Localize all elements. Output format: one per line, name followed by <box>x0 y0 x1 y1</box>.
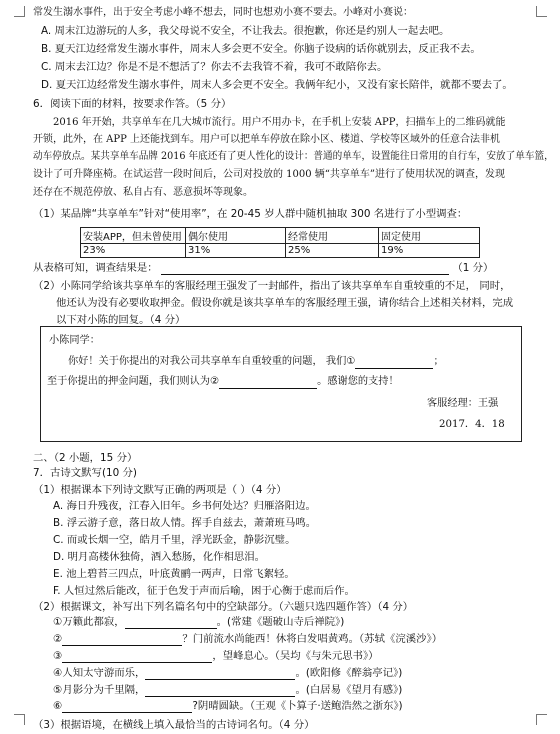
answer-blank[interactable] <box>62 651 212 663</box>
q5-intro: 常发生溺水事件，出于安全考虑小峰不想去，同时也想劝小赛不要去。小峰对小赛说： <box>33 7 413 18</box>
letter-line-1: 你好！关于你提出的对我公司共享单车自重较重的问题， 我们① ； <box>68 356 444 367</box>
table-cell: 19% <box>379 244 480 258</box>
q7-sub2-prompt: （2）根据课文，补写出下列名篇名句中的空缺部分。（六题只选四题作答）（4 分） <box>33 601 414 613</box>
q6-material-line-5: 还存在不规范停放、私自占有、恶意损坏等现象。 <box>33 187 253 198</box>
table-header-row <box>81 228 480 244</box>
table-header-cell: 安装APP，但未曾使用 <box>81 228 186 244</box>
q7-option-e: E. 池上碧苔三四点，叶底黄鹂一两声，日常飞絮轻。 <box>53 568 295 580</box>
table-cell: 23% <box>81 244 186 258</box>
q7-title: 7．古诗文默写(10 分) <box>33 467 137 479</box>
answer-blank[interactable] <box>161 263 449 275</box>
q6-sub2-prompt-line-2: 他还认为没有必要收取押金。假设你就是该共享单车的客服经理王强，请你结合上述相关材料，完成 <box>56 297 514 309</box>
q7-sub3-prompt: （3）根据语境，在横线上填入最恰当的古诗词名句。（4 分） <box>33 719 315 731</box>
q6-material-line-4: 设计了可升降座椅。在试运营一段时间后，公司对投放的 1000 辆“共享单车”进行了使用状况的调查，发现 <box>33 169 506 180</box>
reply-letter-box <box>40 326 522 442</box>
fill-item-2: ② ？门前流水尚能西！休将白发唱黄鸡。（苏轼《浣溪沙》） <box>53 633 443 645</box>
q6-material-line-1: 2016 年开始，共享单车在几大城市流行。用户不用办卡，在手机上安装 APP，扫描车上的二维码就能 <box>53 117 506 128</box>
crop-mark-bottom-right <box>536 714 547 725</box>
fill-item-1: ①万籁此都寂， 。(常建《题破山寺后禅院》) <box>53 616 345 628</box>
q6-title: 6．阅读下面的材料，按要求作答。（5 分） <box>33 98 232 110</box>
table-cell: 31% <box>186 244 286 258</box>
q5-option-d: D. 夏天江边经常发生溺水事件，周末人多会更不安全。我俩年纪小，又没有家长陪伴，就都不要去了。 <box>41 79 513 91</box>
q7-option-a: A. 海日升残夜，江春入旧年。乡书何处达？归雁洛阳边。 <box>53 500 316 512</box>
table-header-cell: 偶尔使用 <box>186 228 286 244</box>
answer-blank-1[interactable] <box>355 357 433 369</box>
answer-blank[interactable] <box>145 685 295 697</box>
letter-salutation: 小陈同学： <box>49 335 100 346</box>
q6-material-line-3: 动车停放点。某共享单车品牌 2016 年底还有了更人性化的设计：普通的单车，设置能往日常用的自行车，安放了单车篮， <box>33 151 554 162</box>
q7-option-f: F. 人恒过然后能改，征于色发于声而后喻，困于心衡于虑而后作。 <box>53 585 355 597</box>
answer-blank-2[interactable] <box>219 377 317 389</box>
crop-mark-top-left <box>14 6 25 17</box>
table-cell: 25% <box>286 244 379 258</box>
table-header-cell: 经常使用 <box>286 228 379 244</box>
q6-sub1-prompt: （1）某品牌“共享单车”针对“使用率”，在 20-45 岁人群中随机抽取 300 名进行了小型调查： <box>33 208 468 220</box>
q6-sub2-prompt-line-1: （2）小陈同学给该共享单车的客服经理王强发了一封邮件，指出了该共享单车自重较重的不足， 同时， <box>33 280 511 292</box>
q5-option-a: A. 周末江边游玩的人多，我父母说不安全，不让我去。很抱歉，你还是约别人一起去吧。 <box>41 25 450 37</box>
q7-sub1-prompt: （1）根据课本下列诗文默写正确的两项是（ ）（4 分） <box>33 484 287 496</box>
q5-option-b: B. 夏天江边经常发生溺水事件，周末人多会更不安全。你脑子设病的话你就别去，反正我不去。 <box>41 43 481 55</box>
letter-date: 2017．4．18 <box>439 419 505 430</box>
section-2-title: 二、（2 小题，15 分） <box>33 452 138 464</box>
q6-sub2-prompt-line-3: 以下对小陈的回复。（4 分） <box>56 314 186 326</box>
answer-blank[interactable] <box>62 634 182 646</box>
fill-item-3: ③ ，望峰息心。（吴均《与朱元思书》） <box>53 650 379 662</box>
answer-blank[interactable] <box>62 701 192 713</box>
crop-mark-top-right <box>536 6 547 17</box>
q7-option-c: C. 而或长烟一空，皓月千里，浮光跃金，静影沉璧。 <box>53 534 296 546</box>
fill-item-6: ⑥ ?阴晴圆缺。（王观《卜算子·送鲍浩然之浙东》) <box>53 700 403 712</box>
answer-blank[interactable] <box>125 617 217 629</box>
table-header-cell: 固定使用 <box>379 228 480 244</box>
fill-item-5: ⑤月影分为千里隔， 。(白居易《望月有感》) <box>53 684 403 696</box>
q6-material-line-2: 开锁，此外，在 APP 上还能找到车。用户可以把单车停放在除小区、楼道、学校等区域外的任意合法非机 <box>33 134 501 145</box>
letter-line-2: 至于你提出的押金问题，我们则认为② 。感谢您的支持！ <box>47 376 399 387</box>
q7-option-b: B. 浮云游子意，落日故人情。挥手自兹去，萧萧班马鸣。 <box>53 517 317 529</box>
letter-signature: 客服经理：王强 <box>427 398 499 409</box>
q6-sub1-conclusion: 从表格可知，调查结果是： （1 分） <box>33 262 494 274</box>
q7-option-d: D. 明月高楼休独倚，酒入愁肠，化作相思泪。 <box>53 551 266 563</box>
usage-survey-table <box>80 227 480 258</box>
fill-item-4: ④人知太守游而乐， 。(欧阳修《醉翁亭记》) <box>53 667 403 679</box>
answer-blank[interactable] <box>145 668 295 680</box>
table-row <box>81 244 480 258</box>
crop-mark-bottom-left <box>14 714 25 725</box>
q5-option-c: C. 周末去江边？你是不是不想活了？你去不去我管不着，我可不敢陪你去。 <box>41 61 388 73</box>
